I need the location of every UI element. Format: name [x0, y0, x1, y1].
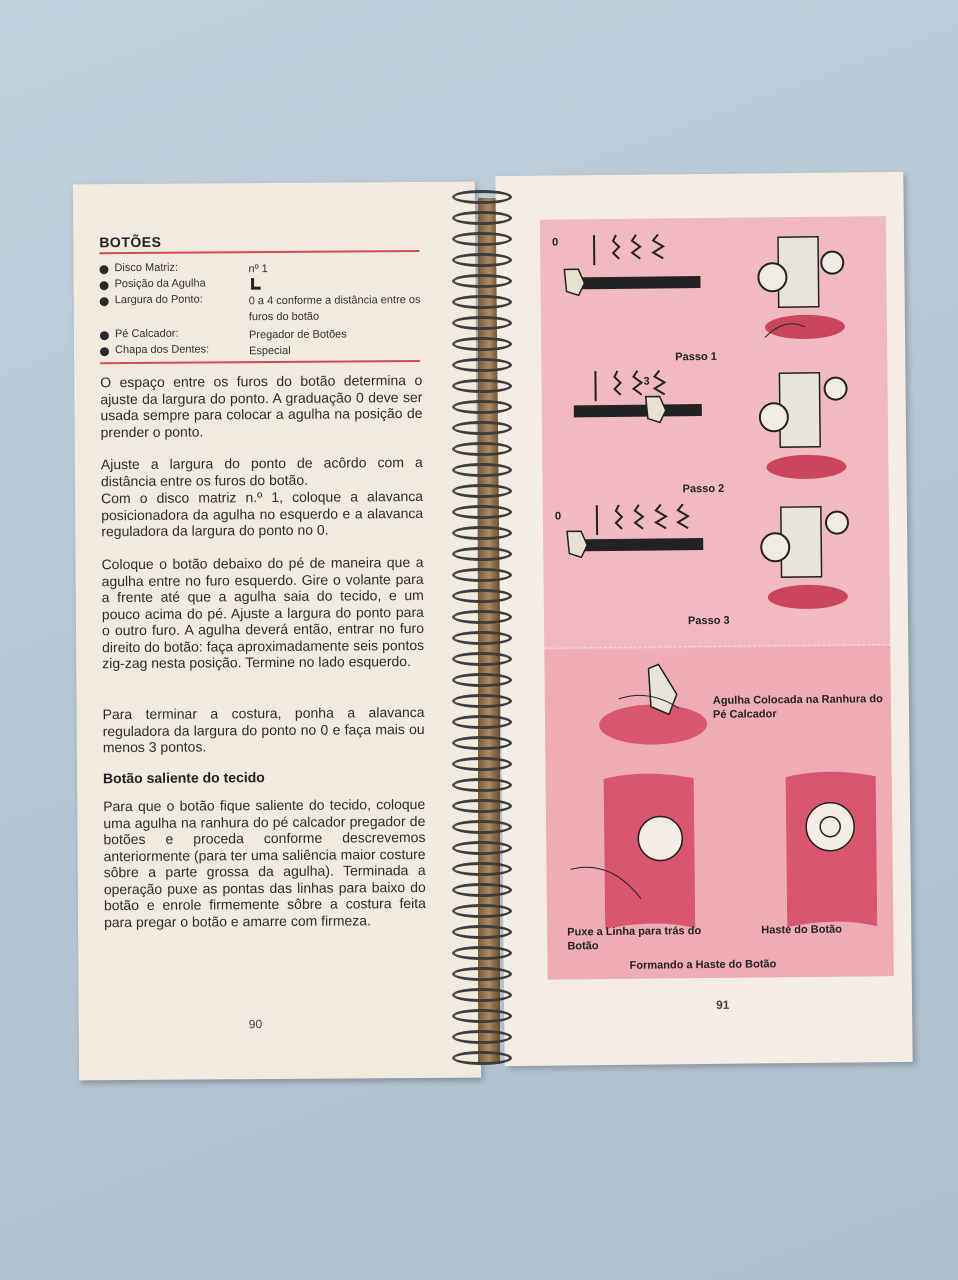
binding-ring — [452, 484, 512, 498]
binding-ring — [452, 883, 512, 897]
step-1-illustration — [551, 226, 885, 359]
caption-pull-thread: Puxe a Linha para trás do Botão — [567, 925, 702, 953]
bullet-icon — [100, 297, 109, 306]
caption-shank: Haste do Botão — [761, 923, 843, 937]
binding-ring — [452, 211, 512, 225]
binding-ring — [452, 1030, 512, 1044]
binding-ring — [452, 1051, 512, 1065]
spec-label: Posição da Agulha — [114, 277, 206, 291]
binding-ring — [452, 652, 512, 666]
binding-ring — [452, 274, 512, 288]
binding-ring — [452, 421, 512, 435]
step-3-label: Passo 3 — [687, 614, 730, 628]
binding-ring — [452, 232, 512, 246]
spec-value: nº 1 — [248, 263, 268, 276]
binding-ring — [452, 757, 512, 771]
binding-ring — [452, 358, 512, 372]
bullet-icon — [100, 281, 109, 290]
spec-value: 0 a 4 conforme a distância entre os furos do botão — [248, 293, 421, 324]
page-number-left: 90 — [248, 1017, 263, 1032]
binding-ring — [452, 967, 512, 981]
spec-value: Especial — [249, 344, 291, 358]
binding-ring — [452, 736, 512, 750]
binding-ring — [452, 925, 512, 939]
title-rule — [99, 250, 419, 254]
illustration-panel — [540, 216, 894, 980]
binding-ring — [452, 610, 512, 624]
binding-ring — [452, 904, 512, 918]
bullet-icon — [100, 331, 109, 340]
step-1-label: Passo 1 — [675, 350, 717, 364]
binding-ring — [452, 799, 512, 813]
binding-ring — [452, 820, 512, 834]
binding-ring — [452, 946, 512, 960]
paragraph-2: Ajuste a largura do ponto de acôrdo com a distância entre os furos do botão. — [100, 453, 423, 489]
step-2-label: Passo 2 — [682, 482, 725, 496]
page-number-right: 91 — [715, 997, 730, 1012]
binding-ring — [452, 463, 512, 477]
binding-ring — [452, 316, 512, 330]
binding-ring — [452, 442, 512, 456]
binding-ring — [452, 988, 512, 1002]
paragraph-6: Para que o botão fique saliente do tecido, coloque uma agulha na ranhura do pé calcador pregador de botões e proceda conforme descrevemos anteriormente (para ter uma saliência maior costure sôbre a parte grossa da agulha). Terminada a operação puxe as pontas das linhas para baixo do botão e enrole firmemente sôbre a costura feita para pregar o botão e amarre com firmeza. — [103, 795, 426, 930]
left-page — [73, 182, 481, 1081]
bullet-icon — [99, 265, 108, 274]
spec-value: Pregador de Botões — [248, 328, 347, 342]
caption-needle: Agulha Colocada na Ranhura do Pé Calcador — [712, 693, 883, 721]
binding-ring — [452, 631, 512, 645]
paragraph-5: Para terminar a costura, ponha a alavanca reguladora da largura do ponto no 0 e faça mais ou menos 3 pontos. — [102, 703, 425, 756]
paragraph-4: Coloque o botão debaixo do pé de maneira que a agulha entre no furo esquerdo. Gire o volante para a frente até que a agulha saia do tecido, e um pouco acima do pé. Ajuste a largura do ponto para o outro furo. A agulha deverá então, entrar no furo direito do botão: faça aproximadamente seis pontos zig-zag nesta posição. Termine no lado esquerdo. — [101, 553, 425, 672]
binding-ring — [452, 778, 512, 792]
step-1-marker: 0 — [551, 236, 559, 249]
spec-rule — [100, 360, 420, 364]
binding-ring — [452, 295, 512, 309]
binding-ring — [452, 673, 512, 687]
spec-label: Largura do Ponto: — [114, 293, 203, 307]
paragraph-1: O espaço entre os furos do botão determina o ajuste da largura do ponto. A graduação 0 deve ser usada sempre para colocar a agulha na posição de prender o ponto. — [100, 371, 423, 440]
binding-ring — [452, 547, 512, 561]
binding-ring — [452, 337, 512, 351]
binding-ring — [452, 589, 512, 603]
section-title: BOTÕES — [99, 233, 162, 251]
caption-forming-shank: Formando a Haste do Botão — [629, 958, 777, 972]
binding-ring — [452, 694, 512, 708]
spec-row-chapa — [100, 342, 429, 360]
paragraph-3: Com o disco matriz n.º 1, coloque a alavanca posicionadora da agulha no esquerdo e a alavanca reguladora da largura do ponto no 0. — [101, 487, 424, 540]
binding-ring — [452, 379, 512, 393]
bullet-icon — [100, 347, 109, 356]
binding-ring — [452, 1009, 512, 1023]
spec-label: Disco Matriz: — [114, 261, 179, 275]
subsection-title: Botão saliente do tecido — [102, 769, 265, 787]
binding-ring — [452, 841, 512, 855]
binding-ring — [452, 190, 512, 204]
binding-ring — [452, 715, 512, 729]
binding-ring — [452, 568, 512, 582]
step-3-marker: 0 — [554, 510, 562, 523]
right-page — [495, 172, 912, 1066]
spec-row-largura — [100, 292, 429, 326]
step-3-illustration — [554, 496, 888, 629]
binding-ring — [452, 526, 512, 540]
binding-ring — [452, 862, 512, 876]
spec-label: Pé Calcador: — [114, 327, 179, 341]
binding-ring — [452, 400, 512, 414]
step-2-marker: 3 — [643, 375, 650, 388]
spec-label: Chapa dos Dentes: — [114, 343, 210, 357]
binding-ring — [452, 505, 512, 519]
step-2-illustration — [555, 362, 886, 495]
binding-ring — [452, 253, 512, 267]
